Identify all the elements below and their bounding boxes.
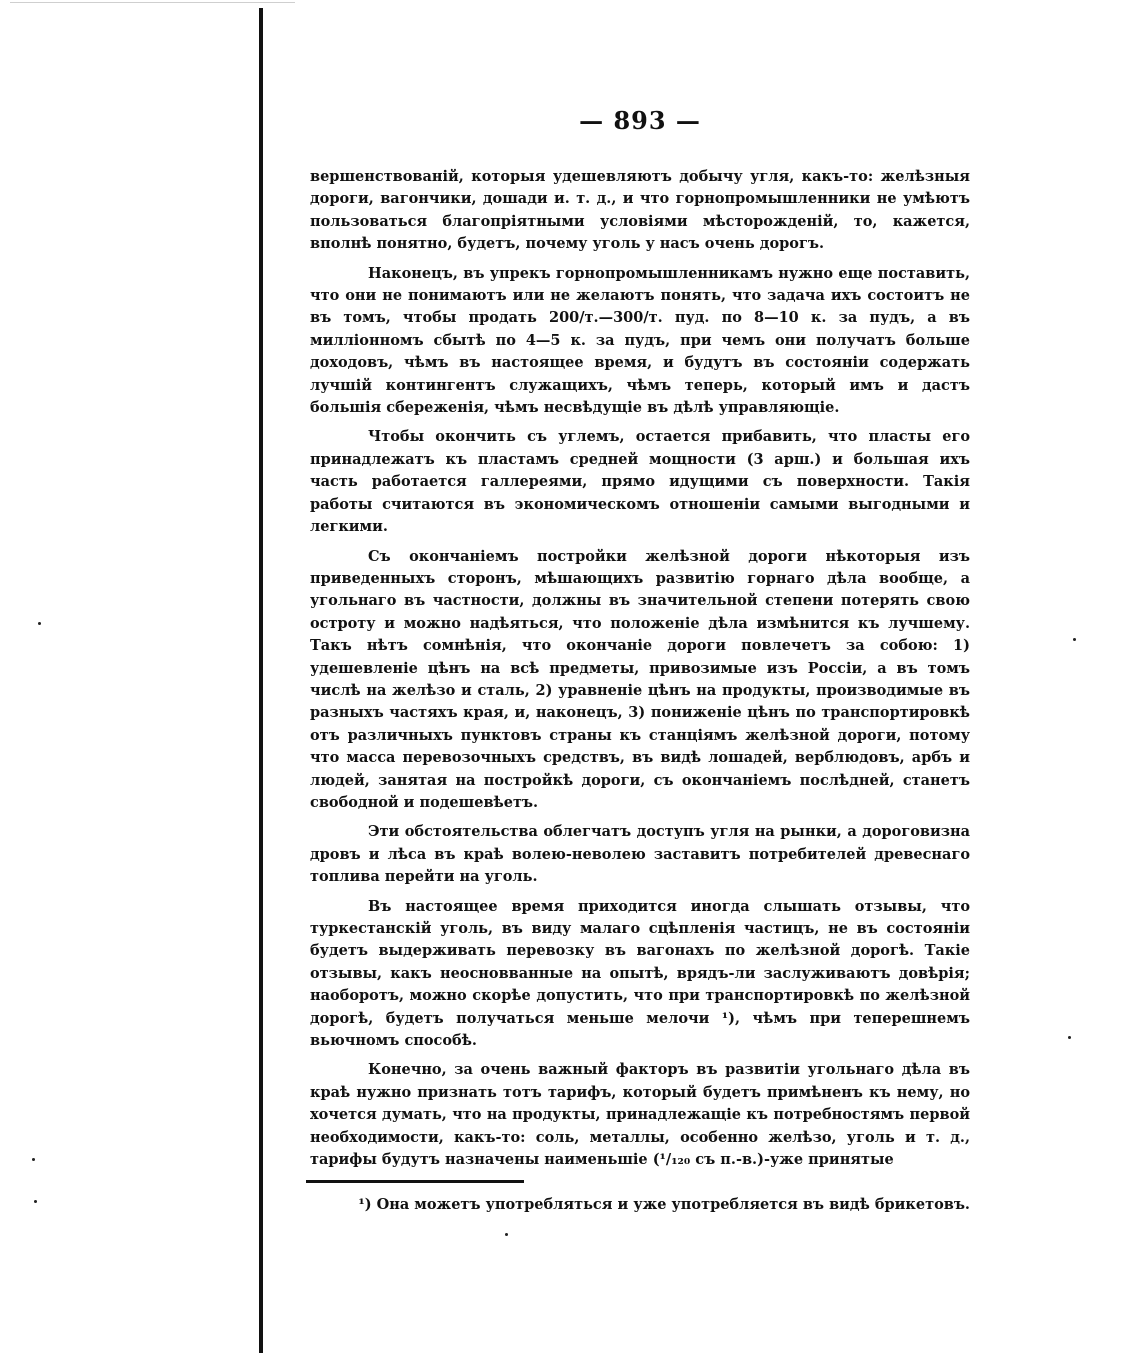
- footnote: ¹) Она можетъ употребляться и уже употребляется въ видѣ брикетовъ.: [358, 1196, 970, 1213]
- scan-speck: [34, 1200, 37, 1203]
- paragraph-7: Конечно, за очень важный факторъ въ развитіи угольнаго дѣла въ краѣ нужно признать тотъ тарифъ, который будетъ примѣненъ къ нему, но хочется думать, что на продукты, принадлежащіе къ потребностямъ первой необходимости, какъ-то: соль, металлы, особенно желѣзо, уголь и т. д., тарифы будутъ назначены наименьшіе (¹/₁₂₀ съ п.-в.)-уже принятые: [310, 1061, 970, 1169]
- paragraph-5: Эти обстоятельства облегчатъ доступъ угля на рынки, а дороговизна дровъ и лѣса въ краѣ волею-неволею заставитъ потребителей древеснаго топлива перейти на уголь.: [310, 823, 970, 886]
- paragraph-1: вершенствованій, которыя удешевляютъ добычу угля, какъ-то: желѣзныя дороги, вагончики, дошади и. т. д., и что горнопромышленники не умѣютъ пользоваться благопріятными условіями мѣсторожденій, то, кажется, вполнѣ понятно, будетъ, почему уголь у насъ очень дорогъ.: [310, 168, 970, 253]
- paragraph-4: Съ окончаніемъ постройки желѣзной дороги нѣкоторыя изъ приведенныхъ сторонъ, мѣшающихъ развитію горнаго дѣла вообще, а угольнаго въ частности, должны въ значительной степени потерять свою остроту и можно надѣяться, что положеніе дѣла измѣнится къ лучшему. Такъ нѣтъ сомнѣнія, что окончаніе дороги повлечетъ за собою: 1) удешевленіе цѣнъ на всѣ предметы, привозимые изъ Россіи, а въ томъ числѣ на желѣзо и сталь, 2) уравненіе цѣнъ на продукты, производимые въ разныхъ частяхъ края, и, наконецъ, 3) пониженіе цѣнъ по транспортировкѣ отъ различныхъ пунктовъ страны къ станціямъ желѣзной дороги, потому что масса перевозочныхъ средствъ, въ видѣ лошадей, верблюдовъ, арбъ и людей, занятая на постройкѣ дороги, съ окончаніемъ послѣдней, станетъ свободной и подешевѣетъ.: [310, 547, 970, 811]
- paragraph-2: Наконецъ, въ упрекъ горнопромышленникамъ нужно еще поставить, что они не понимаютъ или не желаютъ понять, что задача ихъ состоитъ не въ томъ, чтобы продать 200/т.—300/т. пуд. по 8—10 к. за пудъ, а въ милліонномъ сбытѣ по 4—5 к. за пудъ, при чемъ они получатъ больше доходовъ, чѣмъ въ настоящее время, и будутъ въ состояніи содержать лучшій контингентъ служащихъ, чѣмъ теперь, который имъ и дастъ большія сбереженія, чѣмъ несвѣдущіе въ дѣлѣ управляющіе.: [310, 264, 970, 417]
- page-binding-line: [259, 8, 263, 1353]
- scan-speck: [32, 1158, 35, 1161]
- scan-speck: [38, 622, 41, 625]
- scan-speck: [505, 1233, 508, 1236]
- scan-speck: [1068, 1036, 1071, 1039]
- scan-speck: [1073, 638, 1076, 641]
- scan-edge-line: [10, 2, 295, 3]
- page-number: — 893 —: [579, 106, 701, 135]
- footnote-separator: [306, 1180, 524, 1183]
- paragraph-3: Чтобы окончить съ углемъ, остается прибавить, что пласты его принадлежатъ къ пластамъ средней мощности (3 арш.) и большая ихъ часть работается галлереями, прямо идущими съ поверхности. Такія работы считаются въ экономическомъ отношеніи самыми выгодными и легкими.: [310, 428, 970, 536]
- paragraph-6: Въ настоящее время приходится иногда слышать отзывы, что туркестанскій уголь, въ виду малаго сцѣпленія частицъ, не въ состояніи будетъ выдерживать перевозку въ вагонахъ по желѣзной дорогѣ. Такіе отзывы, какъ неосновванные на опытѣ, врядъ-ли заслуживаютъ довѣрія; наоборотъ, можно скорѣе допустить, что при транспортировкѣ по желѣзной дорогѣ, будетъ получаться меньше мелочи ¹), чѣмъ при теперешнемъ вьючномъ способѣ.: [310, 897, 970, 1050]
- body-text: [310, 166, 970, 1178]
